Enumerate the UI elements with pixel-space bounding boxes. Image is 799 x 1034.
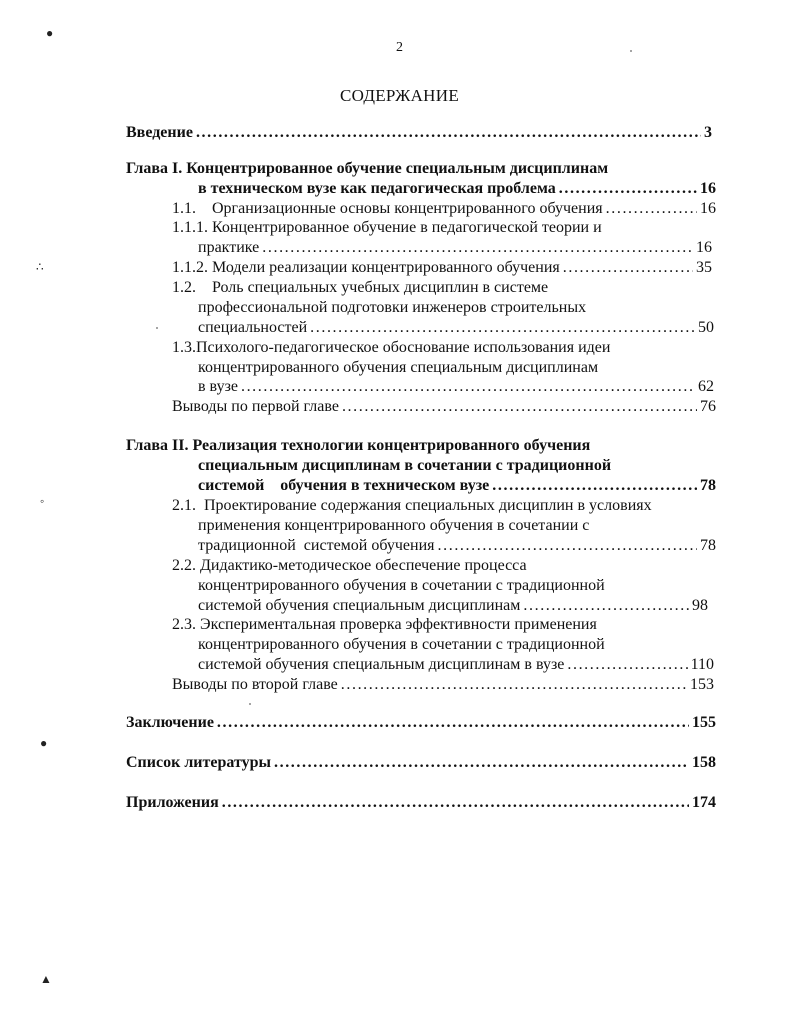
toc-entry-label: 1.1.2. Модели реализации концентрированного обучения [172,259,560,276]
toc-entry-2-2-line2[interactable]: концентрированного обучения в сочетании с традиционной [198,577,605,594]
toc-entry-conclusion[interactable] [126,713,716,733]
toc-entry-label: системой обучения в техническом вузе [198,477,490,494]
toc-entry-page: 16 [700,180,716,197]
toc-entry-1-2[interactable] [198,318,714,338]
chapter-2-title-line1[interactable]: Глава II. Реализация технологии концентрированного обучения [126,437,591,454]
scan-mark: ◦ [40,494,45,508]
toc-entry-label: специальностей [198,319,308,336]
toc-entry-2-1-line1[interactable]: 2.1. Проектирование содержания специальных дисциплин в условиях [172,497,652,514]
toc-entry-page: 62 [698,378,714,395]
leader-dots [559,179,697,199]
toc-entry-2-3[interactable] [198,655,714,675]
toc-entry-label: 1.1. Организационные основы концентрированного обучения [172,200,603,217]
leader-dots [567,655,687,675]
toc-entry-label: системой обучения специальным дисциплинам в вузе [198,656,565,673]
leader-dots [492,476,697,496]
toc-entry-label: Выводы по первой главе [172,398,339,415]
toc-entry-page: 16 [700,200,716,217]
leader-dots [274,753,689,773]
toc-entry-label: Заключение [126,714,214,731]
toc-entry-1-1[interactable] [172,199,716,219]
toc-entry-page: 110 [690,656,714,673]
toc-entry-1-1-1-line1[interactable]: 1.1.1. Концентрированное обучение в педагогической теории и [172,219,602,236]
toc-entry-introduction[interactable] [126,123,712,143]
chapter-1-title-line1[interactable]: Глава I. Концентрированное обучение специальным дисциплинам [126,160,609,177]
leader-dots [222,793,689,813]
toc-entry-page: 3 [704,124,712,141]
toc-entry-page: 50 [698,319,714,336]
toc-entry-1-1-2[interactable] [172,258,712,278]
scan-speck [249,703,251,705]
leader-dots [563,258,693,278]
toc-entry-label: практике [198,239,260,256]
toc-entry-chapter-2-conclusion[interactable] [172,675,714,695]
leader-dots [523,596,689,616]
toc-entry-2-3-line1[interactable]: 2.3. Экспериментальная проверка эффективности применения [172,616,597,633]
toc-entry-page: 158 [692,754,716,771]
leader-dots [606,199,697,219]
toc-entry-2-2[interactable] [198,596,708,616]
toc-entry-2-3-line2[interactable]: концентрированного обучения в сочетании с традиционной [198,636,605,653]
scan-mark: ● [46,26,54,40]
toc-entry-label: Выводы по второй главе [172,676,338,693]
toc-entry-2-2-line1[interactable]: 2.2. Дидактико-методическое обеспечение процесса [172,557,527,574]
toc-entry-label: традиционной системой обучения [198,537,435,554]
toc-entry-page: 35 [696,259,712,276]
page-title: СОДЕРЖАНИЕ [339,86,460,105]
toc-entry-label: системой обучения специальным дисциплинам [198,597,521,614]
toc-entry-1-3-line2[interactable]: концентрированного обучения специальным дисциплинам [198,359,599,376]
toc-entry-1-2-line1[interactable]: 1.2. Роль специальных учебных дисциплин в системе [172,279,549,296]
toc-entry-1-3[interactable] [198,377,714,397]
toc-entry-page: 76 [700,398,716,415]
leader-dots [196,123,701,143]
leader-dots [342,397,697,417]
toc-entry-label: Список литературы [126,754,271,771]
toc-entry-1-1-1[interactable] [198,238,712,258]
toc-entry-label: в вузе [198,378,238,395]
toc-entry-references[interactable] [126,753,716,773]
toc-entry-chapter-1-conclusion[interactable] [172,397,716,417]
page-number: 2 [396,40,403,55]
toc-entry-page: 153 [690,676,714,693]
scan-speck [156,327,158,329]
leader-dots [217,713,689,733]
leader-dots [341,675,687,695]
toc-entry-appendices[interactable] [126,793,716,813]
scan-mark: ● [40,736,48,750]
toc-entry-page: 174 [692,794,716,811]
toc-entry-chapter-1[interactable] [198,179,716,199]
toc-entry-2-1[interactable] [198,536,716,556]
toc-entry-page: 98 [692,597,708,614]
toc-entry-label: Введение [126,124,193,141]
toc-entry-label: Приложения [126,794,219,811]
toc-entry-1-2-line2[interactable]: профессиональной подготовки инженеров строительных [198,299,587,316]
toc-entry-2-1-line2[interactable]: применения концентрированного обучения в сочетании с [198,517,590,534]
toc-entry-1-3-line1[interactable]: 1.3.Психолого-педагогическое обоснование использования идеи [172,339,611,356]
toc-entry-chapter-2[interactable] [198,476,716,496]
scan-mark: ∴ [36,260,44,274]
leader-dots [262,238,693,258]
toc-entry-page: 155 [692,714,716,731]
toc-entry-page: 78 [700,477,716,494]
leader-dots [241,377,695,397]
toc-entry-page: 78 [700,537,716,554]
toc-entry-label: в техническом вузе как педагогическая проблема [198,180,556,197]
toc-entry-page: 16 [696,239,712,256]
scan-speck [630,50,632,52]
chapter-2-title-line2[interactable]: специальным дисциплинам в сочетании с традиционной [198,457,612,474]
scan-mark: ▲ [40,972,52,986]
leader-dots [310,318,695,338]
leader-dots [438,536,697,556]
